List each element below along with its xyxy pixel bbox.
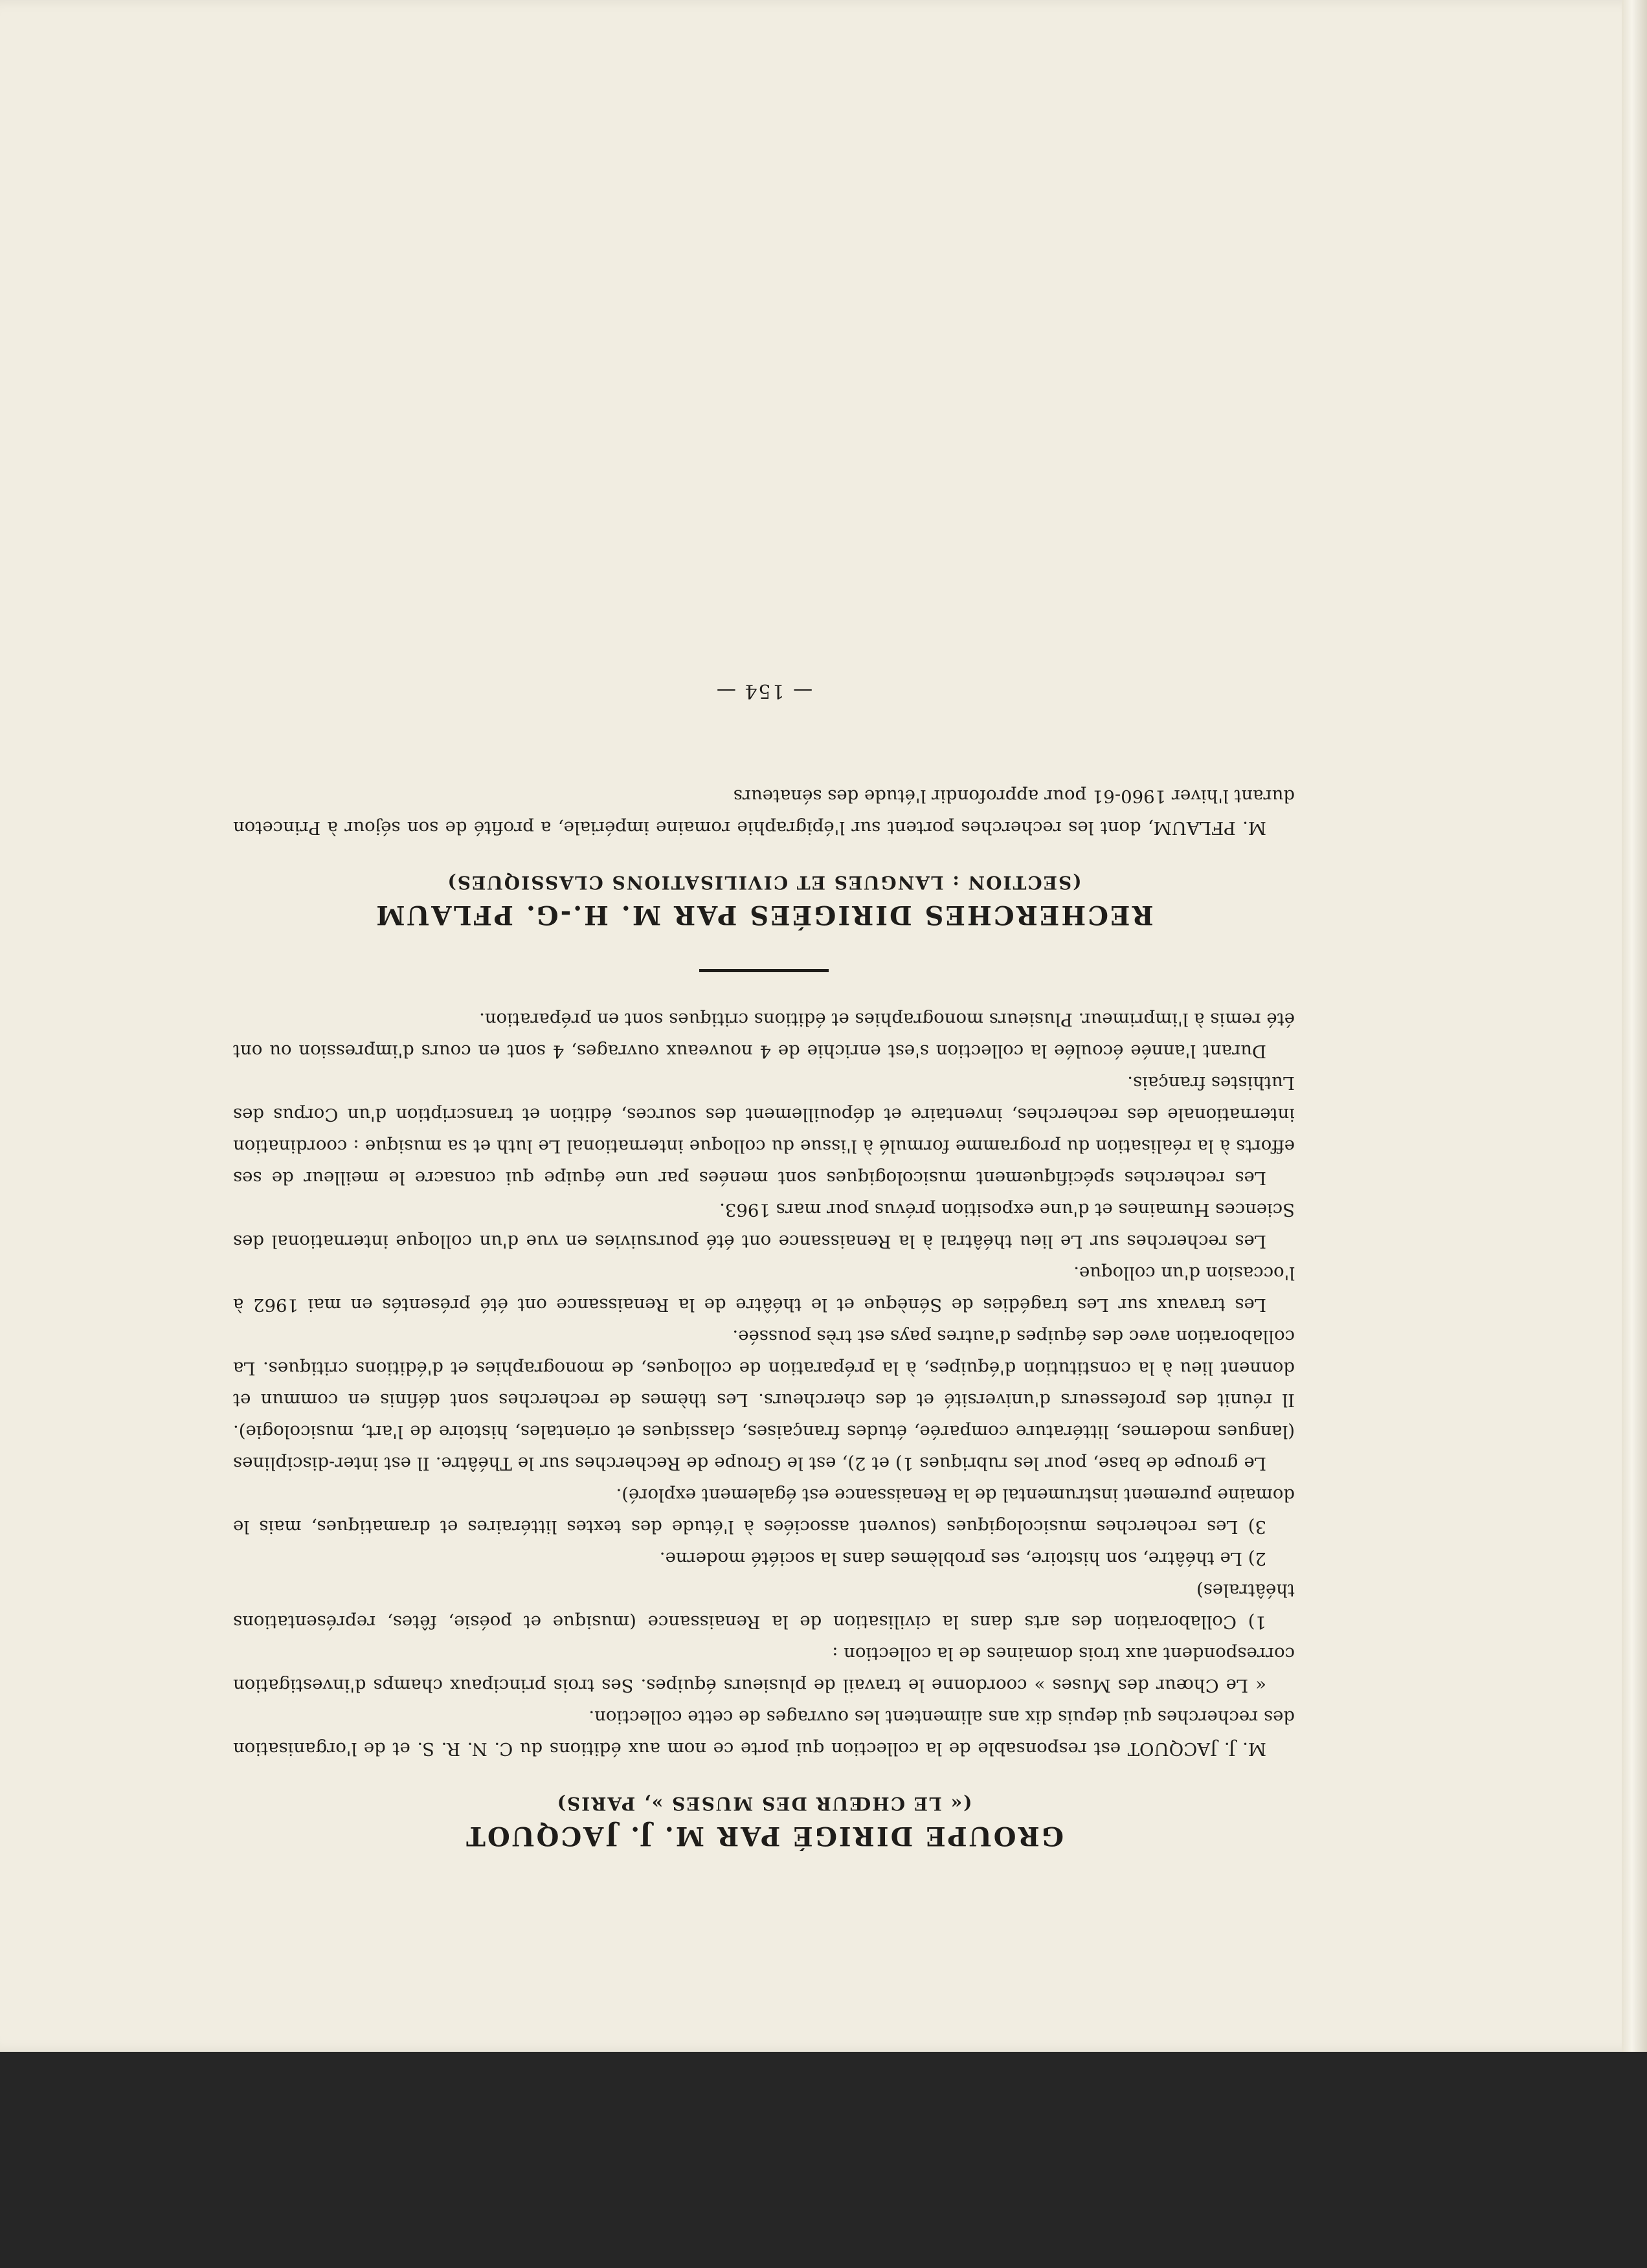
paragraph: Les recherches sur Le lieu théâtral à la Renaissance ont été poursuivies en vue d'un colloque international des Sciences Humaines et d'une exposition prévus pour mars 1963. [233, 1199, 1295, 1252]
paragraph: Les recherches spécifiquement musicologiques sont menées par une équipe qui consacre le meilleur de ses efforts à la réalisation du programme formulé à l'issue du colloque international Le luth et sa musique : coordination internationale des recherches, inventaire et dépouillement des sources, édition et transcription d'un Corpus des Luthistes français. [233, 1073, 1295, 1188]
paragraph: Les travaux sur Les tragédies de Sénèque et le théâtre de la Renaissance ont été présentés en mai 1962 à l'occasion d'un colloque. [233, 1263, 1295, 1315]
printed-text-block-upside-down [233, 220, 1295, 1851]
background-desk [0, 2052, 1647, 2268]
section-subtitle: (« LE CHŒUR DES MUSES », PARIS) [555, 1793, 972, 1814]
paragraph: M. J. JACQUOT est responsable de la collection qui porte ce nom aux éditions du C. N. R. S. et de l'organisation des recherches qui depuis dix ans alimentent les ouvrages de cette collection. [233, 1707, 1295, 1759]
page-number: — 154 — [715, 680, 813, 702]
paragraph: « Le Chœur des Muses » coordonne le travail de plusieurs équipes. Ses trois principaux champs d'investigation correspondent aux trois domaines de la collection : [233, 1643, 1295, 1696]
list-item: 2) Le théâtre, son histoire, ses problèmes dans la société moderne. [659, 1548, 1266, 1569]
section-title: GROUPE DIRIGÉ PAR M. J. JACQUOT [464, 1821, 1064, 1851]
list-item: 1) Collaboration des arts dans la civilisation de la Renaissance (musique et poésie, fêtes, représentations théâtrales) [233, 1580, 1295, 1632]
page-edge [1622, 0, 1647, 2052]
section-subtitle: (SECTION : LANGUES ET CIVILISATIONS CLASSIQUES) [446, 872, 1082, 893]
section-divider-rule [699, 969, 829, 972]
list-item: 3) Les recherches musicologiques (souvent associées à l'étude des textes littéraires et dramatiques, mais le domaine purement instrumental de la Renaissance est également exploré). [233, 1485, 1295, 1537]
paragraph: M. PFLAUM, dont les recherches portent sur l'épigraphie romaine impériale, a profité de son séjour à Princeton durant l'hiver 1960-61 pour approfondir l'étude des sénateurs [233, 786, 1295, 838]
section-title: RECHERCHES DIRIGÉES PAR M. H.-G. PFLAUM [374, 900, 1154, 930]
paragraph: Le groupe de base, pour les rubriques 1) et 2), est le Groupe de Recherches sur le Théâtre. Il est inter-disciplines (langues modernes, littérature comparée, études françaises, classiques et orientales, histoire de l'art, musicologie). Il réunit des professeurs d'université et des chercheurs. Les thèmes de recherches sont définis en commun et donnent lieu à la constitution d'équipes, à la préparation de colloques, de monographies et d'éditions critiques. La collaboration avec des équipes d'autres pays est très poussée. [233, 1326, 1295, 1474]
section-jacquot [233, 1003, 1295, 1851]
section-pflaum [233, 780, 1295, 930]
paragraph: Durant l'année écoulée la collection s'est enrichie de 4 nouveaux ouvrages, 4 sont en cours d'impression ou ont été remis à l'imprimeur. Plusieurs monographies et éditions critiques sont en préparation. [233, 1009, 1295, 1062]
